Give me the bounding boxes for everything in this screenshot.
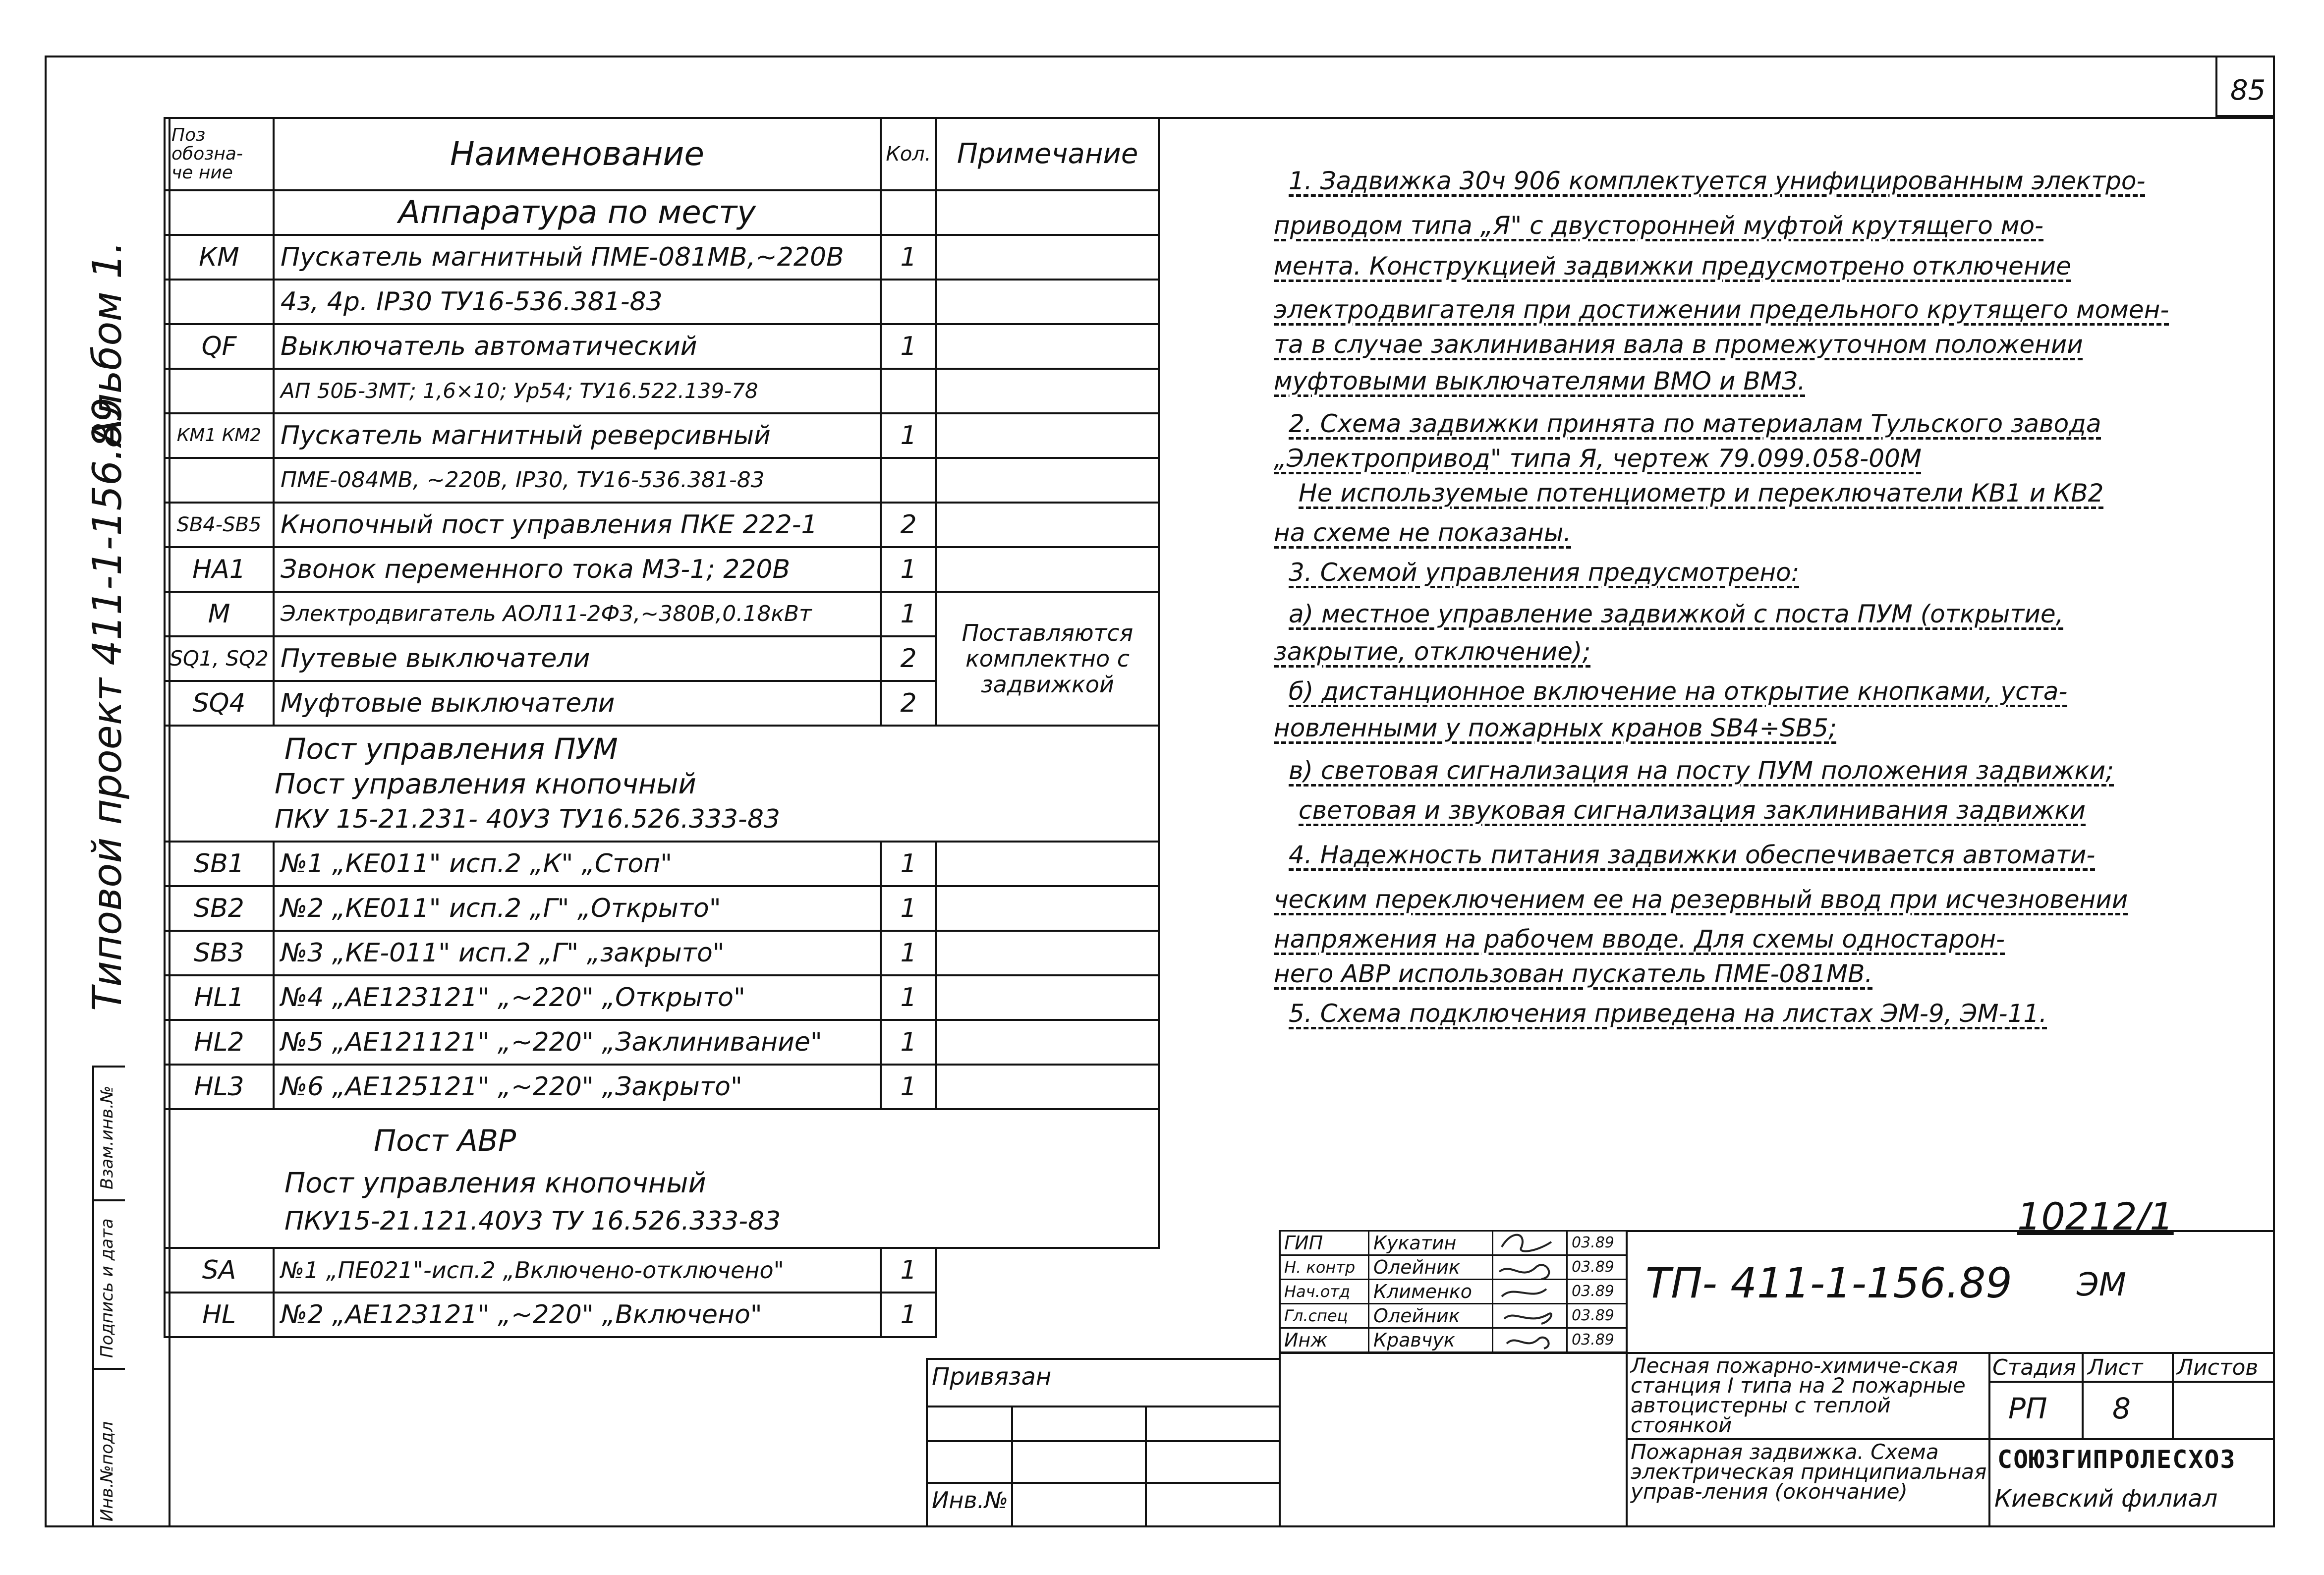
role-date: 03.89 — [1567, 1231, 1627, 1255]
row-qty: 2 — [881, 503, 936, 547]
spec-table — [164, 117, 1160, 1338]
signature-row — [1280, 1304, 1627, 1328]
note-line: 1. Задвижка 30ч 906 комплектуется унифицированным электро- — [1289, 167, 2146, 195]
note-line: та в случае заклинивания вала в промежуточном положении — [1274, 330, 2083, 359]
role-label: Н. контр — [1280, 1255, 1369, 1280]
row-name: №2 „КЕ011" исп.2 „Г" „Открыто" — [274, 886, 881, 931]
row-qty — [881, 369, 936, 413]
table-row — [165, 280, 1159, 324]
side-stamp-divider-1 — [92, 1199, 125, 1201]
section-pum-title: Пост управления ПУМ — [284, 732, 618, 766]
header-qty: Кол. — [881, 118, 936, 190]
row-note — [936, 547, 1159, 592]
table-row — [165, 369, 1159, 413]
row-name: №2 „АЕ123121" „~220" „Включено" — [274, 1293, 881, 1337]
row-qty: 1 — [881, 592, 936, 636]
table-row — [165, 842, 1159, 886]
section-avr-sub1: Пост управления кнопочный — [284, 1167, 706, 1199]
signature-row — [1280, 1280, 1627, 1304]
signature-scribbles — [1492, 1227, 1566, 1356]
section-pum-row — [165, 726, 1159, 842]
table-row — [165, 592, 1159, 636]
signature-row — [1280, 1328, 1627, 1352]
row-qty: 1 — [881, 1248, 936, 1293]
note-line: а) местное управление задвижкой с поста ПУМ (открытие, — [1289, 600, 2064, 628]
row-note — [936, 235, 1159, 280]
role-date: 03.89 — [1567, 1255, 1627, 1280]
branch: Киевский филиал — [1994, 1485, 2218, 1513]
table-row — [165, 1248, 1159, 1293]
side-stamp-sign: Подпись и дата — [97, 1218, 117, 1358]
note-line: „Электропривод" типа Я, чертеж 79.099.058-00М — [1274, 444, 1922, 473]
row-pos — [165, 458, 274, 503]
side-stamp-replace: Взам.инв.№ — [97, 1085, 117, 1189]
note-line: б) дистанционное включение на открытие кнопками, уста- — [1289, 677, 2068, 706]
header-name: Наименование — [274, 118, 881, 190]
row-name: Пускатель магнитный ПМЕ-081МВ,~220В — [274, 235, 881, 280]
section-avr — [165, 1109, 1159, 1248]
designation: ТП- 411-1-156.89 — [1645, 1259, 2012, 1307]
table-row — [165, 1293, 1159, 1337]
row-qty: 1 — [881, 1065, 936, 1109]
blank-cell — [165, 190, 274, 235]
privyazan-hline-1 — [926, 1406, 1279, 1407]
section-avr-sub2: ПКУ15-21.121.40У3 ТУ 16.526.333-83 — [284, 1206, 781, 1236]
row-qty: 1 — [881, 235, 936, 280]
role-name: Кравчук — [1369, 1328, 1493, 1352]
role-label: Инж — [1280, 1328, 1369, 1352]
signatures-table — [1279, 1230, 1627, 1353]
sheet-label: Лист — [2088, 1355, 2143, 1380]
row-note — [936, 458, 1159, 503]
row-qty — [881, 280, 936, 324]
table-row — [165, 458, 1159, 503]
row-qty: 1 — [881, 1020, 936, 1065]
stage-grid — [1988, 1352, 2275, 1438]
section-avr-row — [165, 1109, 1159, 1248]
row-name: Муфтовые выключатели — [274, 681, 881, 726]
side-stamp-divider-2 — [92, 1368, 125, 1370]
row-qty: 2 — [881, 681, 936, 726]
note-delivered: Поставляются комплектно с задвижкой — [936, 592, 1159, 726]
note-line: напряжения на рабочем вводе. Для схемы одностарон- — [1274, 925, 2005, 954]
section-avr-title: Пост АВР — [374, 1124, 516, 1158]
note-line: на схеме не показаны. — [1274, 518, 1572, 547]
table-row — [165, 503, 1159, 547]
note-line: закрытие, отключение); — [1274, 637, 1591, 666]
row-pos: SB1 — [165, 842, 274, 886]
row-name: №1 „КЕ011" исп.2 „К" „Стоп" — [274, 842, 881, 886]
row-pos: SB4-SB5 — [165, 503, 274, 547]
row-pos: SB3 — [165, 931, 274, 975]
table-row — [165, 931, 1159, 975]
row-note — [936, 842, 1159, 886]
row-qty: 2 — [881, 636, 936, 681]
organization: СОЮЗГИПРОЛЕСХОЗ — [1997, 1445, 2236, 1474]
role-date: 03.89 — [1567, 1328, 1627, 1352]
role-name: Клименко — [1369, 1280, 1493, 1304]
row-pos: SQ1, SQ2 — [165, 636, 274, 681]
row-qty — [881, 458, 936, 503]
role-name: Олейник — [1369, 1255, 1493, 1280]
row-name: Кнопочный пост управления ПКЕ 222-1 — [274, 503, 881, 547]
header-pos: Поз обозна- че ние — [165, 118, 274, 190]
row-note — [936, 1020, 1159, 1065]
section-local-row — [165, 190, 1159, 235]
section-local: Аппаратура по месту — [274, 190, 881, 235]
row-note — [936, 886, 1159, 931]
row-name: Путевые выключатели — [274, 636, 881, 681]
table-row — [165, 235, 1159, 280]
row-qty: 1 — [881, 842, 936, 886]
privyazan-vline-2 — [1145, 1406, 1147, 1527]
table-row — [165, 324, 1159, 369]
row-pos — [165, 280, 274, 324]
row-name: №5 „АЕ121121" „~220" „Заклинивание" — [274, 1020, 881, 1065]
section-pum-sub1: Пост управления кнопочный — [275, 768, 696, 800]
row-pos: КМ1 КМ2 — [165, 413, 274, 458]
role-label: Нач.отд — [1280, 1280, 1369, 1304]
role-date: 03.89 — [1567, 1304, 1627, 1328]
row-note — [936, 1248, 1159, 1293]
note-line: муфтовыми выключателями ВМО и ВМЗ. — [1274, 367, 1806, 395]
note-line: Не используемые потенциометр и переключатели КВ1 и КВ2 — [1299, 479, 2104, 507]
row-qty: 1 — [881, 324, 936, 369]
stage-grid-vline-1 — [2082, 1352, 2084, 1438]
row-name: Электродвигатель АОЛ11-2Ф3,~380В,0.18кВт — [274, 592, 881, 636]
inv-no-label: Инв.№ — [932, 1487, 1009, 1514]
table-row — [165, 975, 1159, 1020]
drawing-name: Пожарная задвижка. Схема электрическая принципиальная управ-ления (окончание) — [1631, 1440, 1987, 1504]
note-line: 4. Надежность питания задвижки обеспечивается автомати- — [1289, 841, 2096, 869]
row-qty: 1 — [881, 547, 936, 592]
table-row — [165, 413, 1159, 458]
row-qty: 1 — [881, 413, 936, 458]
role-label: ГИП — [1280, 1231, 1369, 1255]
table-row — [165, 1020, 1159, 1065]
stage-grid-line — [1988, 1381, 2275, 1383]
privyazan-hline-2 — [926, 1440, 1279, 1442]
privyazan-hline-3 — [926, 1482, 1279, 1484]
row-note — [936, 280, 1159, 324]
row-pos: М — [165, 592, 274, 636]
sheet-value: 8 — [2112, 1392, 2131, 1425]
row-qty: 1 — [881, 1293, 936, 1337]
privyazan-label: Привязан — [932, 1363, 1052, 1391]
row-note — [936, 369, 1159, 413]
row-name: ПМЕ-084МВ, ~220В, IР30, ТУ16-536.381-83 — [274, 458, 881, 503]
row-pos: SQ4 — [165, 681, 274, 726]
section-pum-sub2: ПКУ 15-21.231- 40У3 ТУ16.526.333-83 — [275, 804, 780, 834]
table-row — [165, 1065, 1159, 1109]
row-pos — [165, 369, 274, 413]
row-pos: HL — [165, 1293, 274, 1337]
note-line: него АВР использован пускатель ПМЕ-081МВ. — [1274, 959, 1873, 988]
row-pos: SB2 — [165, 886, 274, 931]
row-qty: 1 — [881, 931, 936, 975]
sheet-code: ЭМ — [2077, 1267, 2126, 1303]
privyazan-vline-1 — [1011, 1406, 1013, 1527]
row-note — [936, 413, 1159, 458]
note-line: ческим переключением ее на резервный ввод при исчезновении — [1274, 885, 2128, 914]
blank-cell — [881, 190, 936, 235]
sheets-label: Листов — [2177, 1355, 2259, 1380]
row-pos: HL2 — [165, 1020, 274, 1065]
section-pum — [165, 726, 1159, 842]
spine-project: Типовой проект 411-1-156.89 — [84, 397, 130, 1011]
row-pos: HL3 — [165, 1065, 274, 1109]
row-note — [936, 324, 1159, 369]
spec-header-row — [165, 118, 1159, 190]
row-name: №1 „ПЕ021"-исп.2 „Включено-отключено" — [274, 1248, 881, 1293]
spine-album: Альбом 1. — [84, 241, 130, 446]
stage-label: Стадия — [1992, 1355, 2076, 1380]
row-pos: НА1 — [165, 547, 274, 592]
row-pos: HL1 — [165, 975, 274, 1020]
note-line: световая и звуковая сигнализация заклинивания задвижки — [1299, 796, 2086, 825]
row-note — [936, 1065, 1159, 1109]
page-number: 85 — [2230, 74, 2266, 107]
row-note — [936, 1293, 1159, 1337]
row-name: №6 „АЕ125121" „~220" „Закрыто" — [274, 1065, 881, 1109]
signature-row — [1280, 1255, 1627, 1280]
row-name: №3 „КЕ-011" исп.2 „Г" „закрыто" — [274, 931, 881, 975]
role-label: Гл.спец — [1280, 1304, 1369, 1328]
row-qty: 1 — [881, 886, 936, 931]
note-line: новленными у пожарных кранов SB4÷SB5; — [1274, 714, 1837, 742]
row-note — [936, 503, 1159, 547]
stage-value: РП — [2008, 1392, 2047, 1425]
note-line: 5. Схема подключения приведена на листах ЭМ-9, ЭМ-11. — [1289, 999, 2047, 1028]
note-line: мента. Конструкцией задвижки предусмотрено отключение — [1274, 252, 2071, 281]
blank-cell — [936, 190, 1159, 235]
row-note — [936, 975, 1159, 1020]
inventory-number: 10212/1 — [2017, 1194, 2174, 1238]
note-line: 2. Схема задвижки принята по материалам Тульского завода — [1289, 409, 2101, 438]
stage-grid-vline-2 — [2172, 1352, 2174, 1438]
row-name: Выключатель автоматический — [274, 324, 881, 369]
row-name: Звонок переменного тока МЗ-1; 220В — [274, 547, 881, 592]
row-name: №4 „АЕ123121" „~220" „Открыто" — [274, 975, 881, 1020]
role-name: Олейник — [1369, 1304, 1493, 1328]
role-name: Кукатин — [1369, 1231, 1493, 1255]
header-note: Примечание — [936, 118, 1159, 190]
sig-vline — [1279, 1230, 1281, 1527]
row-note — [936, 931, 1159, 975]
row-pos: SA — [165, 1248, 274, 1293]
row-qty: 1 — [881, 975, 936, 1020]
row-name: Пускатель магнитный реверсивный — [274, 413, 881, 458]
note-line: в) световая сигнализация на посту ПУМ положения задвижки; — [1289, 756, 2114, 785]
role-date: 03.89 — [1567, 1280, 1627, 1304]
note-line: электродвигателя при достижении предельного крутящего момен- — [1274, 295, 2169, 324]
note-line: 3. Схемой управления предусмотрено: — [1289, 558, 1800, 587]
table-row — [165, 886, 1159, 931]
note-line: приводом типа „Я" с двусторонней муфтой крутящего мо- — [1274, 211, 2044, 240]
signature-row — [1280, 1231, 1627, 1255]
side-stamp-inv: Инв.№подл — [97, 1421, 117, 1521]
table-row — [165, 547, 1159, 592]
row-name: 4з, 4р. IР30 ТУ16-536.381-83 — [274, 280, 881, 324]
object-name: Лесная пожарно-химиче-ская станция I типа на 2 пожарные автоцистерны с теплой стоянкой — [1631, 1353, 1966, 1437]
row-name: АП 50Б-3МТ; 1,6×10; Ур54; ТУ16.522.139-78 — [274, 369, 881, 413]
row-pos: КМ — [165, 235, 274, 280]
row-pos: QF — [165, 324, 274, 369]
